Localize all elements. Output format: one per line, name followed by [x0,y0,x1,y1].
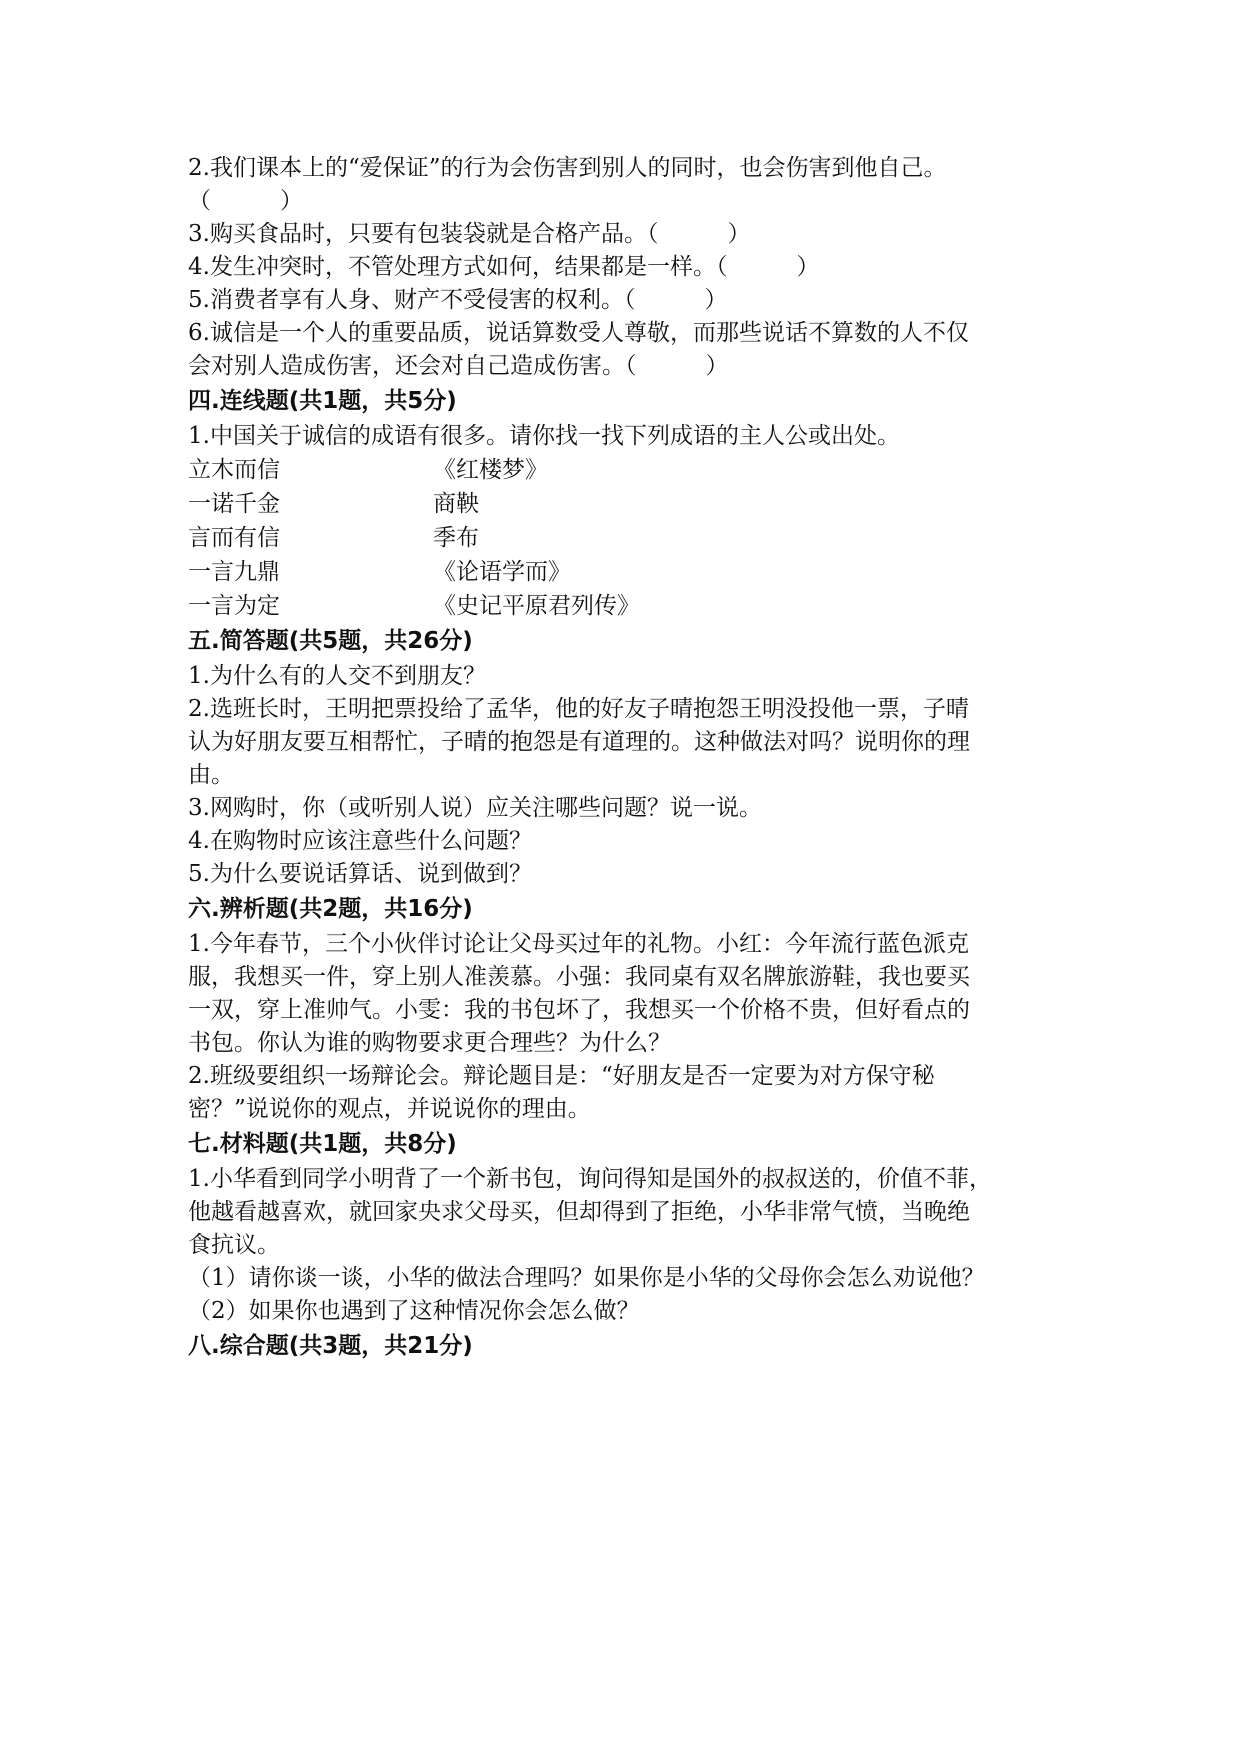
source-item: 《史记平原君列传》 [433,593,640,619]
matching-row [188,555,1068,589]
question-line: 4.在购物时应该注意些什么问题？ [188,828,532,854]
question-line: 服，我想买一件，穿上别人准羡慕。小强：我同桌有双名牌旅游鞋，我也要买 [188,964,970,990]
sub-question: （2）如果你也遇到了这种情况你会怎么做？ [188,1298,640,1324]
question-line: 由。 [188,762,234,788]
section-7-heading: 七.材料题(共1题，共8分) [188,1131,457,1157]
source-item: 《论语学而》 [433,559,571,585]
section-4-heading: 四.连线题(共1题，共5分) [188,388,457,414]
judgment-item-5: 5.消费者享有人身、财产不受侵害的权利。（ ） [188,287,728,313]
idiom-item: 一言为定 [188,593,280,619]
question-line: 一双，穿上准帅气。小雯：我的书包坏了，我想买一个价格不贵，但好看点的 [188,997,970,1023]
question-line: 密？”说说你的观点，并说说你的理由。 [188,1096,591,1122]
source-item: 《红楼梦》 [433,457,548,483]
idiom-item: 立木而信 [188,457,280,483]
section-4-question: 1.中国关于诚信的成语有很多。请你找一找下列成语的主人公或出处。 [188,423,900,449]
idiom-item: 一诺千金 [188,491,280,517]
judgment-item-6: 6.诚信是一个人的重要品质，说话算数受人尊敬，而那些说话不算数的人不仅 [188,320,969,346]
matching-table [188,453,1068,623]
judgment-item-3: 3.购买食品时，只要有包装袋就是合格产品。（ ） [188,221,751,247]
question-line: 食抗议。 [188,1232,280,1258]
section-6-heading: 六.辨析题(共2题，共16分) [188,896,473,922]
judgment-item-2-blank: （ ） [188,188,303,214]
section-7-body [188,1163,1068,1328]
section-8-heading: 八.综合题(共3题，共21分) [188,1333,473,1359]
judgment-item-6-cont: 会对别人造成伤害，还会对自己造成伤害。（ ） [188,353,729,379]
judgment-item-2: 2.我们课本上的“爱保证”的行为会伤害到别人的同时，也会伤害到他自己。 [188,155,947,181]
question-line: 书包。你认为谁的购物要求更合理些？为什么？ [188,1030,671,1056]
matching-row [188,589,1068,623]
question-line: 认为好朋友要互相帮忙，子晴的抱怨是有道理的。这种做法对吗？说明你的理 [188,729,970,755]
question-line: 1.小华看到同学小明背了一个新书包，询问得知是国外的叔叔送的，价值不菲， [188,1166,992,1192]
question-line: 2.选班长时，王明把票投给了孟华，他的好友子晴抱怨王明没投他一票，子晴 [188,696,969,722]
question-line: 1.今年春节，三个小伙伴讨论让父母买过年的礼物。小红：今年流行蓝色派克 [188,931,969,957]
question-line: 2.班级要组织一场辩论会。辩论题目是：“好朋友是否一定要为对方保守秘 [188,1063,935,1089]
idiom-item: 言而有信 [188,525,280,551]
source-item: 季布 [433,525,479,551]
exam-page [188,152,1068,1365]
question-line: 1.为什么有的人交不到朋友？ [188,663,486,689]
idiom-item: 一言九鼎 [188,559,280,585]
section-5-body [188,660,1068,891]
matching-row [188,453,1068,487]
question-line: 3.网购时，你（或听别人说）应关注哪些问题？说一说。 [188,795,762,821]
matching-row [188,521,1068,555]
judgment-section [188,152,1068,383]
section-6-body [188,928,1068,1126]
sub-question: （1）请你谈一谈，小华的做法合理吗？如果你是小华的父母你会怎么劝说他？ [188,1265,985,1291]
matching-row [188,487,1068,521]
source-item: 商鞅 [433,491,479,517]
question-line: 5.为什么要说话算话、说到做到？ [188,861,532,887]
question-line: 他越看越喜欢，就回家央求父母买，但却得到了拒绝，小华非常气愤，当晚绝 [188,1199,970,1225]
judgment-item-4: 4.发生冲突时，不管处理方式如何，结果都是一样。（ ） [188,254,820,280]
section-5-heading: 五.简答题(共5题，共26分) [188,628,473,654]
